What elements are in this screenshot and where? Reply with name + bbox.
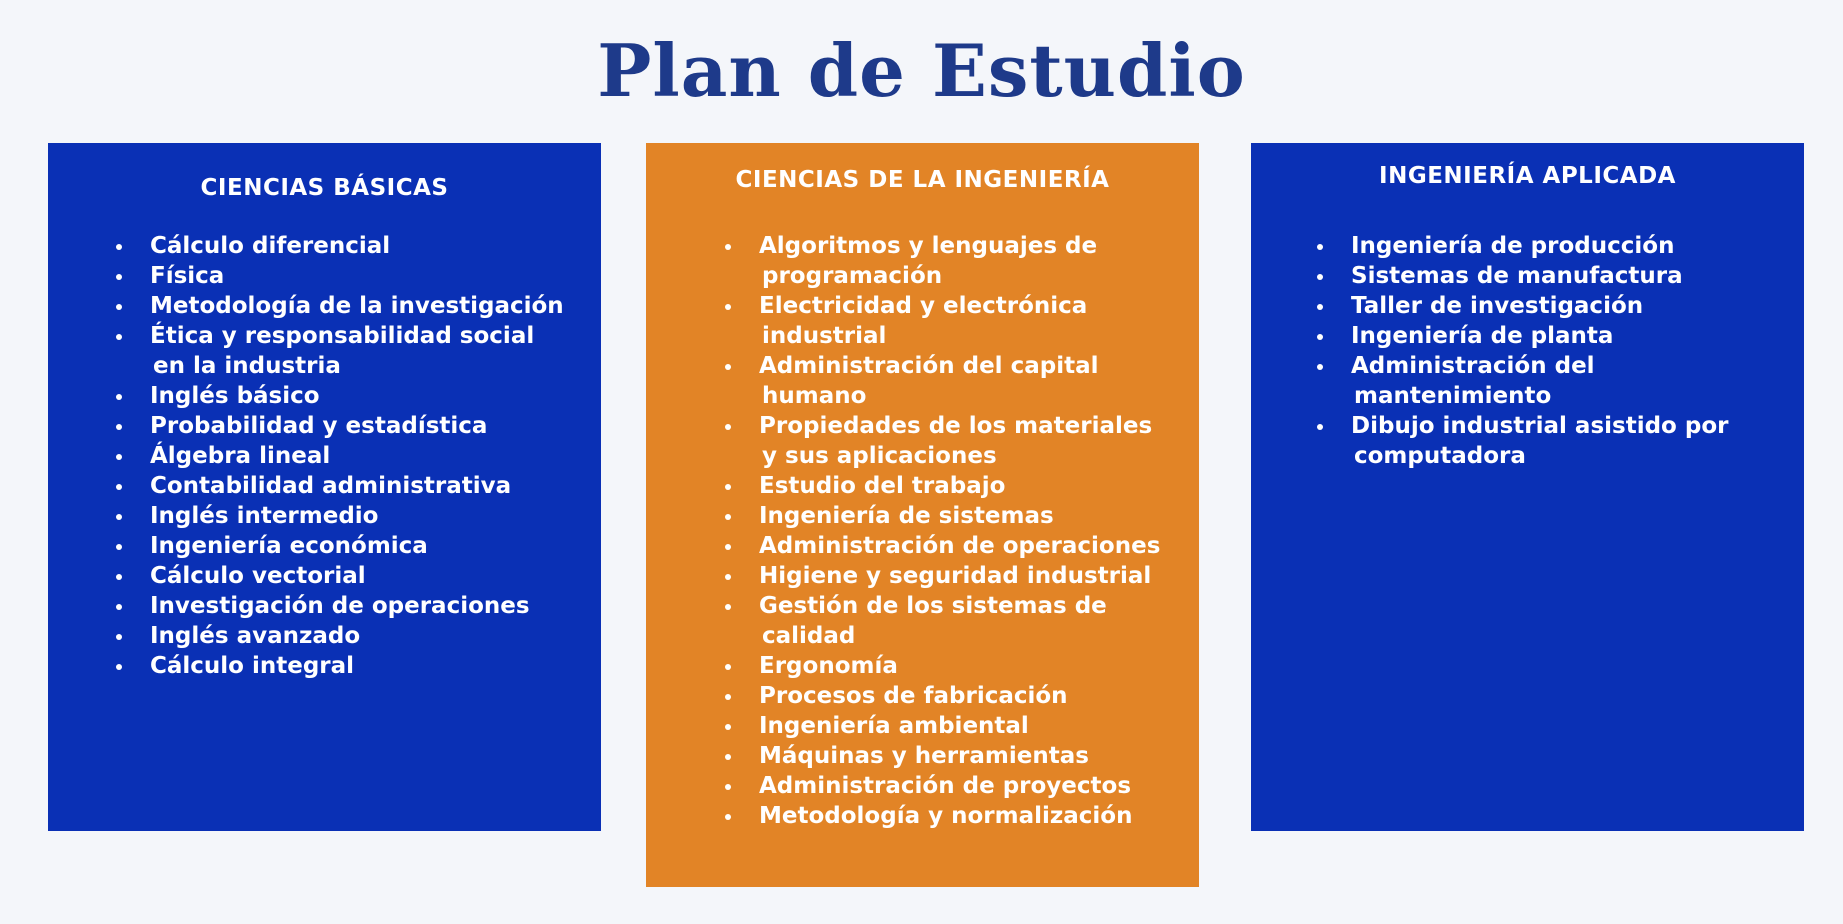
panel-ciencias-basicas [48, 143, 601, 831]
bullet-icon [116, 544, 122, 550]
bullet-icon [116, 394, 122, 400]
course-label: Inglés intermedio [150, 503, 379, 529]
course-label: Investigación de operaciones [150, 593, 530, 619]
course-item [114, 501, 601, 531]
course-item [114, 651, 601, 681]
course-item [723, 411, 1199, 471]
course-label: Administración de operaciones [759, 533, 1161, 559]
course-item [114, 441, 601, 471]
course-list [723, 231, 1199, 831]
course-label: Máquinas y herramientas [759, 743, 1089, 769]
course-list [1315, 231, 1804, 471]
course-item [723, 741, 1199, 771]
course-label: Álgebra lineal [150, 443, 331, 469]
course-item [723, 711, 1199, 741]
course-item [114, 321, 601, 381]
course-label: Metodología y normalización [759, 803, 1133, 829]
course-item [114, 621, 601, 651]
panel-title: CIENCIAS BÁSICAS [200, 175, 449, 201]
bullet-icon [116, 244, 122, 250]
course-item [1315, 321, 1804, 351]
course-label: Cálculo diferencial [150, 233, 391, 259]
course-label: Metodología de la investigación [150, 293, 564, 319]
course-item [1315, 351, 1804, 411]
bullet-icon [725, 784, 731, 790]
bullet-icon [1317, 364, 1323, 370]
course-item [723, 801, 1199, 831]
bullet-icon [725, 424, 731, 430]
course-label: Ingeniería económica [150, 533, 428, 559]
bullet-icon [725, 754, 731, 760]
course-label: Contabilidad administrativa [150, 473, 512, 499]
bullet-icon [1317, 424, 1323, 430]
panel-ingenieria-aplicada [1251, 143, 1804, 831]
bullet-icon [725, 244, 731, 250]
course-item [723, 471, 1199, 501]
course-item [1315, 291, 1804, 321]
course-label: calidad [762, 623, 856, 649]
course-label: Ingeniería de planta [1351, 323, 1614, 349]
course-label: y sus aplicaciones [762, 443, 997, 469]
course-label: Administración del capital [759, 353, 1099, 379]
course-label: Estudio del trabajo [759, 473, 1006, 499]
course-label: Sistemas de manufactura [1351, 263, 1683, 289]
course-item [114, 531, 601, 561]
bullet-icon [116, 274, 122, 280]
bullet-icon [725, 814, 731, 820]
bullet-icon [1317, 304, 1323, 310]
bullet-icon [1317, 274, 1323, 280]
bullet-icon [725, 364, 731, 370]
course-item [114, 231, 601, 261]
bullet-icon [116, 664, 122, 670]
course-label: Física [150, 263, 225, 289]
course-label: humano [762, 383, 867, 409]
bullet-icon [725, 724, 731, 730]
bullet-icon [725, 514, 731, 520]
course-label: Administración de proyectos [759, 773, 1132, 799]
course-item [723, 531, 1199, 561]
course-label: Dibujo industrial asistido por [1351, 413, 1729, 439]
bullet-icon [1317, 334, 1323, 340]
course-item [114, 411, 601, 441]
course-label: Procesos de fabricación [759, 683, 1068, 709]
bullet-icon [725, 664, 731, 670]
panel-title: INGENIERÍA APLICADA [1379, 163, 1676, 189]
course-label: Ingeniería ambiental [759, 713, 1029, 739]
panel-ciencias-de-la-ingenieria [646, 143, 1199, 887]
course-item [114, 261, 601, 291]
course-item [723, 771, 1199, 801]
course-label: Probabilidad y estadística [150, 413, 488, 439]
course-label: Cálculo integral [150, 653, 355, 679]
course-label: Taller de investigación [1351, 293, 1644, 319]
course-item [723, 501, 1199, 531]
course-label: industrial [762, 323, 887, 349]
bullet-icon [725, 484, 731, 490]
course-label: computadora [1354, 443, 1526, 469]
course-item [723, 231, 1199, 291]
course-label: Inglés básico [150, 383, 320, 409]
bullet-icon [116, 334, 122, 340]
bullet-icon [725, 604, 731, 610]
bullet-icon [725, 574, 731, 580]
bullet-icon [116, 304, 122, 310]
course-item [723, 561, 1199, 591]
bullet-icon [116, 604, 122, 610]
course-label: Ingeniería de producción [1351, 233, 1675, 259]
course-label: programación [762, 263, 943, 289]
course-item [723, 351, 1199, 411]
course-item [723, 591, 1199, 651]
panel-title: CIENCIAS DE LA INGENIERÍA [735, 167, 1110, 193]
course-item [114, 381, 601, 411]
bullet-icon [1317, 244, 1323, 250]
bullet-icon [725, 544, 731, 550]
course-label: mantenimiento [1354, 383, 1552, 409]
course-label: Algoritmos y lenguajes de [759, 233, 1098, 259]
course-label: Ética y responsabilidad social [150, 323, 535, 349]
course-item [723, 651, 1199, 681]
course-label: Propiedades de los materiales [759, 413, 1153, 439]
course-list [114, 231, 601, 681]
course-item [1315, 411, 1804, 471]
course-item [723, 681, 1199, 711]
bullet-icon [116, 454, 122, 460]
bullet-icon [116, 574, 122, 580]
course-label: Cálculo vectorial [150, 563, 366, 589]
bullet-icon [725, 304, 731, 310]
bullet-icon [116, 484, 122, 490]
course-item [723, 291, 1199, 351]
course-item [114, 471, 601, 501]
bullet-icon [116, 634, 122, 640]
course-label: Ergonomía [759, 653, 898, 679]
course-label: Inglés avanzado [150, 623, 361, 649]
course-item [114, 591, 601, 621]
course-label: Ingeniería de sistemas [759, 503, 1054, 529]
bullet-icon [116, 424, 122, 430]
course-label: Electricidad y electrónica [759, 293, 1088, 319]
page-title: Plan de Estudio [597, 28, 1246, 113]
course-item [114, 561, 601, 591]
course-label: Higiene y seguridad industrial [759, 563, 1152, 589]
course-item [1315, 261, 1804, 291]
bullet-icon [725, 694, 731, 700]
course-label: Administración del [1351, 353, 1595, 379]
course-label: Gestión de los sistemas de [759, 593, 1107, 619]
course-label: en la industria [153, 353, 341, 379]
course-item [1315, 231, 1804, 261]
bullet-icon [116, 514, 122, 520]
course-item [114, 291, 601, 321]
